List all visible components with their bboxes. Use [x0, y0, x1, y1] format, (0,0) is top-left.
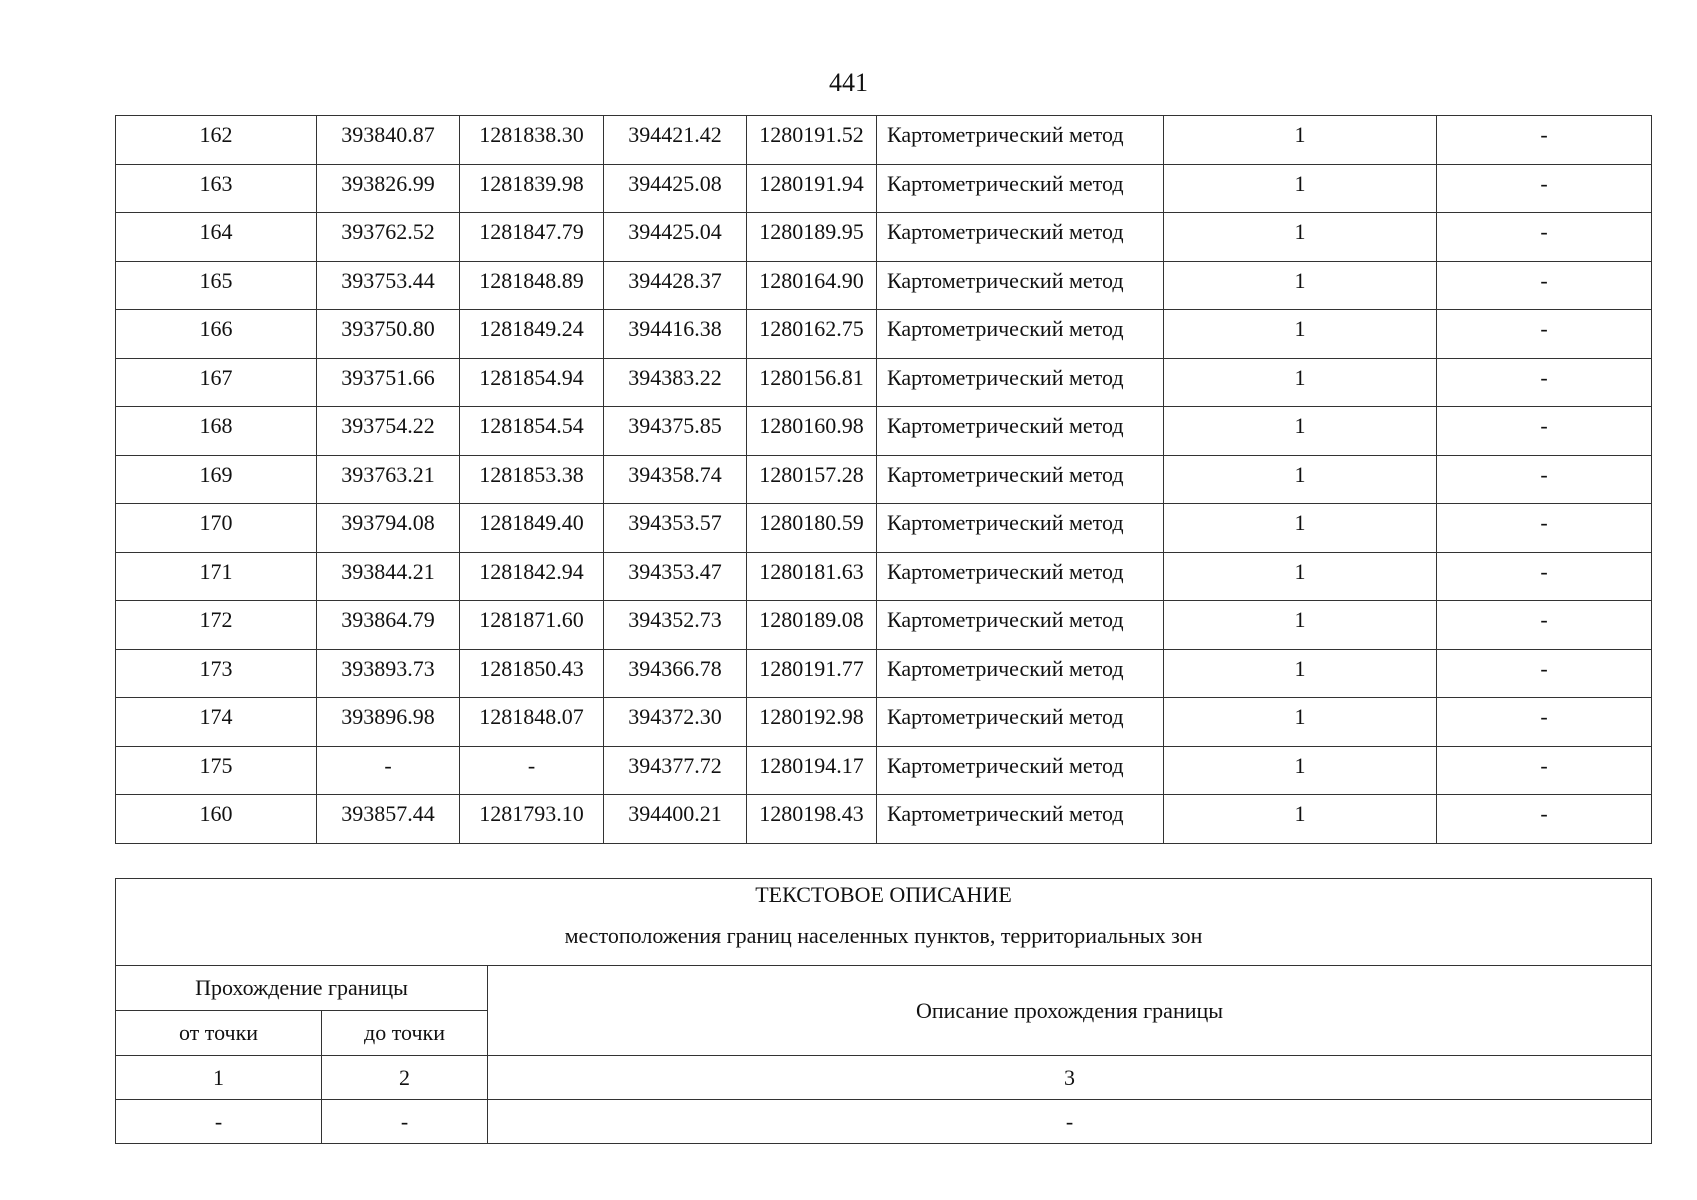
point-number-cell: 172	[116, 601, 317, 650]
column-number: 1	[116, 1056, 322, 1100]
x-new-cell: 394352.73	[604, 601, 747, 650]
accuracy-cell: 1	[1164, 601, 1437, 650]
table-row	[116, 164, 1652, 213]
accuracy-cell: 1	[1164, 358, 1437, 407]
accuracy-cell: 1	[1164, 795, 1437, 844]
point-number-cell: 174	[116, 698, 317, 747]
note-cell: -	[1437, 310, 1652, 359]
x-new-cell: 394400.21	[604, 795, 747, 844]
x-existing-cell: 393753.44	[317, 261, 460, 310]
table-row	[116, 504, 1652, 553]
x-new-cell: 394416.38	[604, 310, 747, 359]
method-cell: Картометрический метод	[877, 164, 1164, 213]
note-cell: -	[1437, 455, 1652, 504]
accuracy-cell: 1	[1164, 310, 1437, 359]
to-point-header: до точки	[322, 1011, 488, 1056]
x-existing-cell: 393750.80	[317, 310, 460, 359]
x-new-cell: 394375.85	[604, 407, 747, 456]
x-existing-cell: 393794.08	[317, 504, 460, 553]
note-cell: -	[1437, 504, 1652, 553]
x-existing-cell: 393844.21	[317, 552, 460, 601]
y-new-cell: 1280162.75	[747, 310, 877, 359]
note-cell: -	[1437, 164, 1652, 213]
table-row	[116, 552, 1652, 601]
accuracy-cell: 1	[1164, 504, 1437, 553]
y-new-cell: 1280191.77	[747, 649, 877, 698]
method-cell: Картометрический метод	[877, 261, 1164, 310]
x-new-cell: 394425.08	[604, 164, 747, 213]
x-new-cell: 394366.78	[604, 649, 747, 698]
boundary-passage-header: Прохождение границы	[116, 966, 488, 1011]
y-new-cell: 1280189.95	[747, 213, 877, 262]
column-number: 3	[488, 1056, 1652, 1100]
accuracy-cell: 1	[1164, 213, 1437, 262]
from-point-header: от точки	[116, 1011, 322, 1056]
y-existing-cell: 1281853.38	[460, 455, 604, 504]
method-cell: Картометрический метод	[877, 746, 1164, 795]
y-new-cell: 1280180.59	[747, 504, 877, 553]
y-new-cell: 1280156.81	[747, 358, 877, 407]
method-cell: Картометрический метод	[877, 213, 1164, 262]
accuracy-cell: 1	[1164, 261, 1437, 310]
x-new-cell: 394353.57	[604, 504, 747, 553]
x-new-cell: 394372.30	[604, 698, 747, 747]
x-new-cell: 394383.22	[604, 358, 747, 407]
y-new-cell: 1280164.90	[747, 261, 877, 310]
y-existing-cell: 1281850.43	[460, 649, 604, 698]
method-cell: Картометрический метод	[877, 601, 1164, 650]
table-row	[116, 746, 1652, 795]
boundary-description-header: Описание прохождения границы	[488, 966, 1652, 1056]
page-number: 441	[829, 68, 868, 97]
x-existing-cell: 393751.66	[317, 358, 460, 407]
point-number-cell: 160	[116, 795, 317, 844]
coordinates-table-body	[116, 116, 1652, 844]
point-number-cell: 162	[116, 116, 317, 165]
y-new-cell: 1280194.17	[747, 746, 877, 795]
note-cell: -	[1437, 213, 1652, 262]
table-row	[116, 649, 1652, 698]
y-new-cell: 1280191.94	[747, 164, 877, 213]
accuracy-cell: 1	[1164, 455, 1437, 504]
y-existing-cell: 1281854.54	[460, 407, 604, 456]
note-cell: -	[1437, 795, 1652, 844]
method-cell: Картометрический метод	[877, 552, 1164, 601]
y-existing-cell: 1281848.89	[460, 261, 604, 310]
x-existing-cell: 393826.99	[317, 164, 460, 213]
point-number-cell: 169	[116, 455, 317, 504]
y-existing-cell: 1281842.94	[460, 552, 604, 601]
point-number-cell: 165	[116, 261, 317, 310]
point-number-cell: 170	[116, 504, 317, 553]
table-row	[116, 407, 1652, 456]
y-existing-cell: 1281871.60	[460, 601, 604, 650]
y-new-cell: 1280192.98	[747, 698, 877, 747]
method-cell: Картометрический метод	[877, 795, 1164, 844]
x-new-cell: 394421.42	[604, 116, 747, 165]
table-row	[116, 698, 1652, 747]
x-new-cell: 394358.74	[604, 455, 747, 504]
text-description-heading	[116, 879, 1652, 966]
point-number-cell: 163	[116, 164, 317, 213]
note-cell: -	[1437, 116, 1652, 165]
table-row	[116, 116, 1652, 165]
y-existing-cell: 1281793.10	[460, 795, 604, 844]
point-number-cell: 168	[116, 407, 317, 456]
point-number-cell: 175	[116, 746, 317, 795]
y-new-cell: 1280191.52	[747, 116, 877, 165]
x-existing-cell: 393893.73	[317, 649, 460, 698]
y-new-cell: 1280198.43	[747, 795, 877, 844]
note-cell: -	[1437, 407, 1652, 456]
y-existing-cell: 1281839.98	[460, 164, 604, 213]
from-point-cell: -	[116, 1100, 322, 1144]
method-cell: Картометрический метод	[877, 649, 1164, 698]
x-new-cell: 394353.47	[604, 552, 747, 601]
note-cell: -	[1437, 649, 1652, 698]
accuracy-cell: 1	[1164, 407, 1437, 456]
x-existing-cell: 393864.79	[317, 601, 460, 650]
x-existing-cell: 393754.22	[317, 407, 460, 456]
x-new-cell: 394377.72	[604, 746, 747, 795]
y-existing-cell: 1281854.94	[460, 358, 604, 407]
x-new-cell: 394428.37	[604, 261, 747, 310]
accuracy-cell: 1	[1164, 746, 1437, 795]
x-existing-cell: 393763.21	[317, 455, 460, 504]
to-point-cell: -	[322, 1100, 488, 1144]
table-row	[116, 601, 1652, 650]
y-new-cell: 1280160.98	[747, 407, 877, 456]
method-cell: Картометрический метод	[877, 116, 1164, 165]
description-cell: -	[488, 1100, 1652, 1144]
point-number-cell: 173	[116, 649, 317, 698]
table-row	[116, 455, 1652, 504]
method-cell: Картометрический метод	[877, 504, 1164, 553]
x-existing-cell: -	[317, 746, 460, 795]
y-existing-cell: 1281848.07	[460, 698, 604, 747]
accuracy-cell: 1	[1164, 698, 1437, 747]
y-new-cell: 1280189.08	[747, 601, 877, 650]
y-existing-cell: 1281847.79	[460, 213, 604, 262]
y-existing-cell: 1281838.30	[460, 116, 604, 165]
x-existing-cell: 393840.87	[317, 116, 460, 165]
table-row	[116, 310, 1652, 359]
x-existing-cell: 393896.98	[317, 698, 460, 747]
y-existing-cell: 1281849.40	[460, 504, 604, 553]
method-cell: Картометрический метод	[877, 310, 1164, 359]
text-description-table	[115, 878, 1652, 1144]
x-new-cell: 394425.04	[604, 213, 747, 262]
method-cell: Картометрический метод	[877, 698, 1164, 747]
note-cell: -	[1437, 601, 1652, 650]
x-existing-cell: 393857.44	[317, 795, 460, 844]
accuracy-cell: 1	[1164, 116, 1437, 165]
note-cell: -	[1437, 261, 1652, 310]
column-number: 2	[322, 1056, 488, 1100]
method-cell: Картометрический метод	[877, 455, 1164, 504]
y-new-cell: 1280157.28	[747, 455, 877, 504]
text-description-title: ТЕКСТОВОЕ ОПИСАНИЕ	[755, 882, 1012, 907]
accuracy-cell: 1	[1164, 649, 1437, 698]
point-number-cell: 166	[116, 310, 317, 359]
table-row	[116, 358, 1652, 407]
method-cell: Картометрический метод	[877, 358, 1164, 407]
x-existing-cell: 393762.52	[317, 213, 460, 262]
point-number-cell: 167	[116, 358, 317, 407]
y-existing-cell: 1281849.24	[460, 310, 604, 359]
table-row	[116, 213, 1652, 262]
accuracy-cell: 1	[1164, 164, 1437, 213]
table-row	[116, 795, 1652, 844]
coordinates-table	[115, 115, 1652, 844]
text-description-subtitle: местоположения границ населенных пунктов, территориальных зон	[564, 923, 1203, 948]
note-cell: -	[1437, 746, 1652, 795]
note-cell: -	[1437, 358, 1652, 407]
point-number-cell: 171	[116, 552, 317, 601]
point-number-cell: 164	[116, 213, 317, 262]
method-cell: Картометрический метод	[877, 407, 1164, 456]
note-cell: -	[1437, 698, 1652, 747]
accuracy-cell: 1	[1164, 552, 1437, 601]
y-new-cell: 1280181.63	[747, 552, 877, 601]
y-existing-cell: -	[460, 746, 604, 795]
table-row	[116, 261, 1652, 310]
note-cell: -	[1437, 552, 1652, 601]
